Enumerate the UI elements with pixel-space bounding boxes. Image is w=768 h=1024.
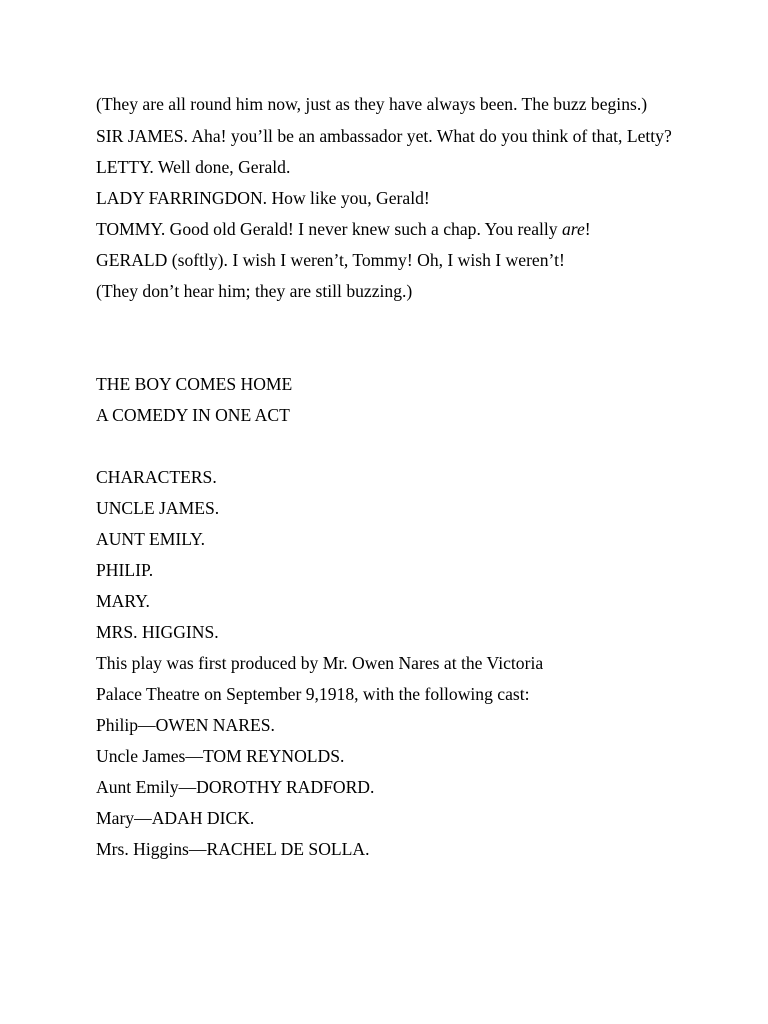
dialogue-line: LETTY. Well done, Gerald. — [96, 157, 291, 177]
dialogue-line: LADY FARRINGDON. How like you, Gerald! — [96, 188, 430, 208]
stage-direction: (They don’t hear him; they are still buzzing.) — [96, 281, 413, 301]
characters-heading: CHARACTERS. — [96, 467, 217, 487]
cast-entry: Philip—OWEN NARES. — [96, 715, 275, 735]
dialogue-line: GERALD (softly). I wish I weren’t, Tommy! Oh, I wish I weren’t! — [96, 250, 565, 270]
document-page — [96, 92, 676, 868]
dialogue-text: ! — [584, 219, 591, 239]
cast-entry: Mary—ADAH DICK. — [96, 808, 255, 828]
stage-direction: (They are all round him now, just as they have always been. The buzz begins.) — [96, 94, 648, 114]
production-note-line: This play was first produced by Mr. Owen Nares at the Victoria — [96, 653, 544, 673]
play-subtitle: A COMEDY IN ONE ACT — [96, 405, 290, 425]
dialogue-line: SIR JAMES. Aha! you’ll be an ambassador yet. What do you think of that, Letty? — [96, 125, 672, 146]
character-name: UNCLE JAMES. — [96, 498, 220, 518]
cast-entry: Mrs. Higgins—RACHEL DE SOLLA. — [96, 839, 370, 859]
character-name: AUNT EMILY. — [96, 529, 206, 549]
dialogue-text: TOMMY. Good old Gerald! I never knew such a chap. You really — [96, 219, 562, 239]
dialogue-line — [96, 217, 676, 248]
emphasized-word: are — [561, 219, 585, 239]
character-name: MARY. — [96, 591, 150, 611]
play-title: THE BOY COMES HOME — [96, 374, 293, 394]
cast-entry: Uncle James—TOM REYNOLDS. — [96, 746, 345, 766]
production-note-line: Palace Theatre on September 9,1918, with the following cast: — [96, 684, 530, 704]
cast-entry: Aunt Emily—DOROTHY RADFORD. — [96, 777, 375, 797]
section-break — [96, 310, 676, 372]
character-name: PHILIP. — [96, 560, 154, 580]
section-break — [96, 434, 676, 465]
character-name: MRS. HIGGINS. — [96, 622, 219, 642]
